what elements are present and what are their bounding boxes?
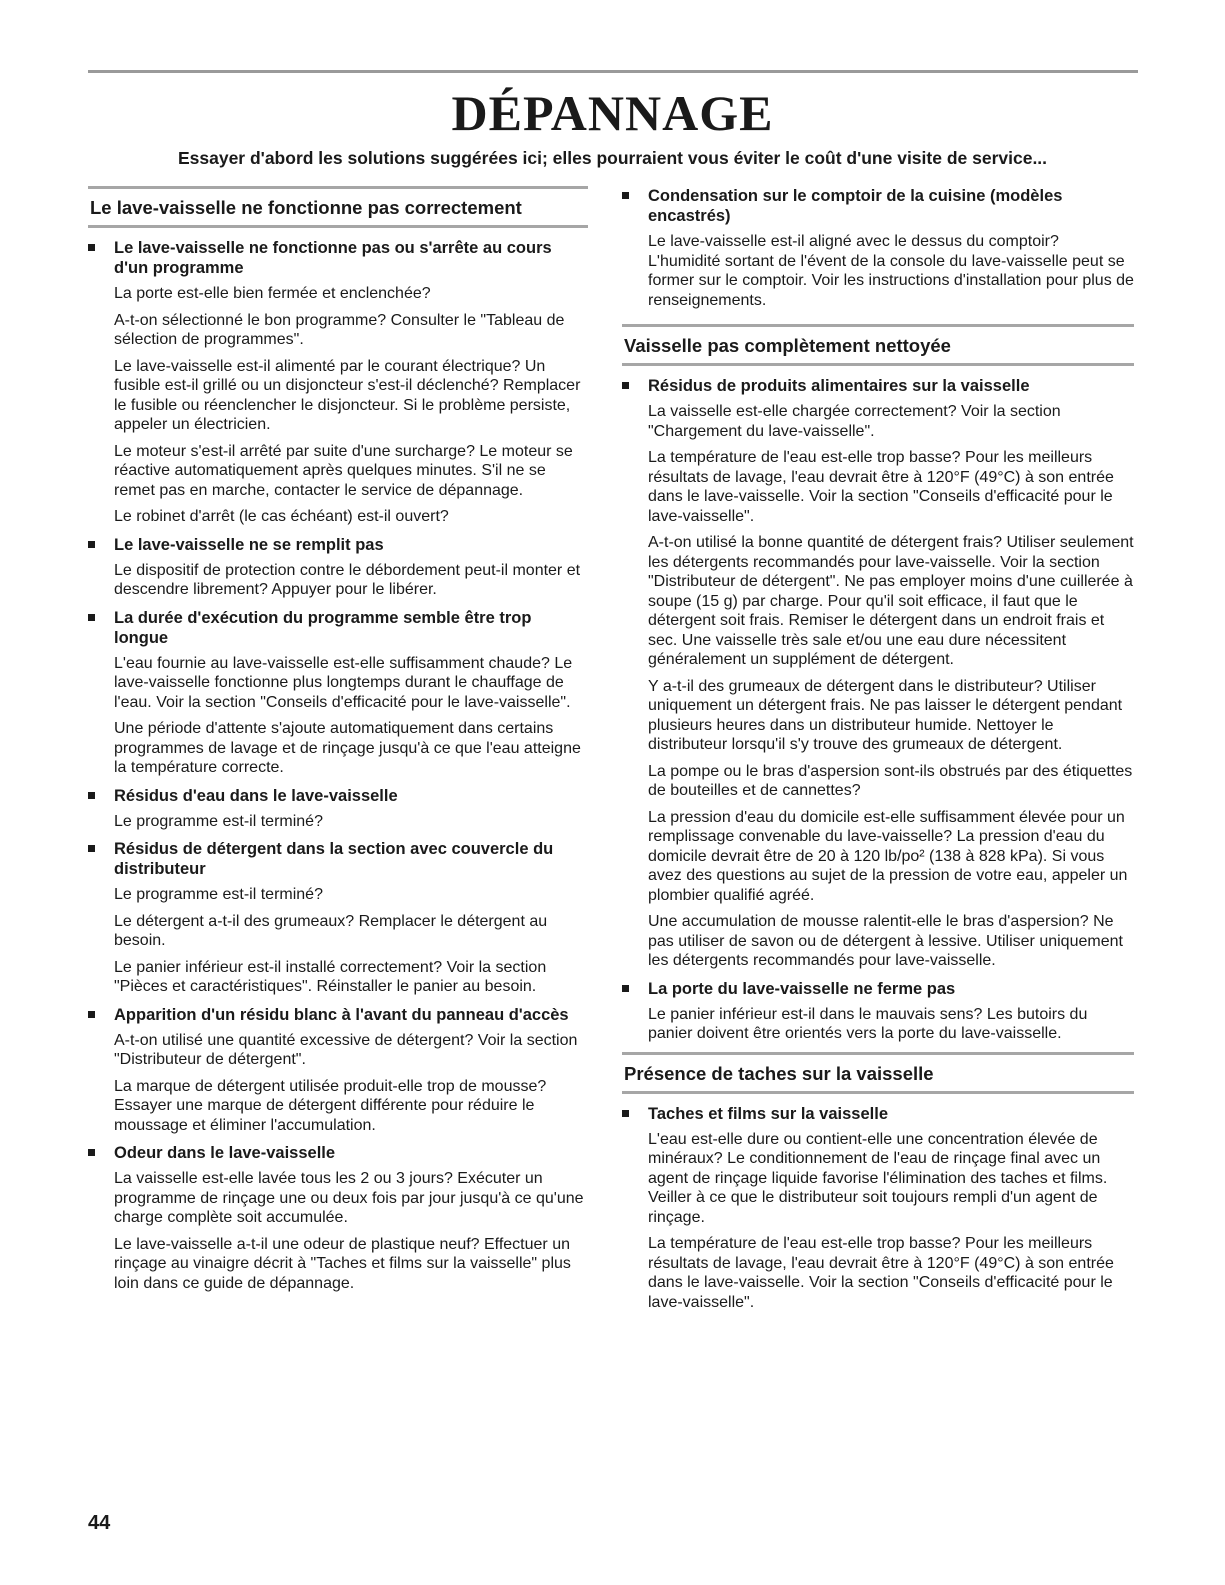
troubleshooting-item [88, 839, 588, 997]
bullet-square-icon [622, 1110, 629, 1117]
item-title-text: Le lave-vaisselle ne se remplit pas [114, 535, 384, 554]
item-paragraph: Une période d'attente s'ajoute automatiquement dans certains programmes de lavage et de rinçage jusqu'à ce que l'eau atteigne la température correcte. [114, 720, 581, 776]
item-paragraph: Le lave-vaisselle est-il alimenté par le courant électrique? Un fusible est-il grillé ou un disjoncteur s'est-il déclenché? Remplacer le fusible ou réenclencher le disjoncteur. Si le problème persiste, appeler un électricien. [114, 357, 581, 433]
item-title-text: Résidus d'eau dans le lave-vaisselle [114, 786, 398, 805]
item-paragraph: Le panier inférieur est-il installé correctement? Voir la section "Pièces et caractéristiques". Réinstaller le panier au besoin. [114, 958, 547, 995]
item-title [622, 1104, 1134, 1124]
item-paragraph: Le moteur s'est-il arrêté par suite d'une surcharge? Le moteur se réactive automatiquement après quelques minutes. S'il ne se remet pas en marche, contacter le service de dépannage. [114, 442, 573, 499]
item-title [88, 839, 588, 879]
section-heading: Le lave-vaisselle ne fonctionne pas correctement [90, 197, 522, 218]
item-paragraph: Le programme est-il terminé? [114, 886, 323, 903]
item-title-text: Résidus de détergent dans la section avec couvercle du distributeur [114, 840, 554, 878]
section-heading: Présence de taches sur la vaisselle [624, 1062, 934, 1084]
section-heading: Vaisselle pas complètement nettoyée [624, 335, 951, 356]
item-paragraph: La vaisselle est-elle chargée correctement? Voir la section "Chargement du lave-vaisselle". [648, 403, 1061, 440]
item-paragraph: La vaisselle est-elle lavée tous les 2 ou 3 jours? Exécuter un programme de rinçage une ou deux fois par jour jusqu'à ce qu'une charge complète soit accumulée. [114, 1170, 584, 1226]
troubleshooting-item [88, 238, 588, 527]
item-paragraph: Le robinet d'arrêt (le cas échéant) est-il ouvert? [114, 508, 449, 525]
bullet-square-icon [622, 985, 629, 992]
bullet-square-icon [622, 192, 629, 199]
item-title [88, 608, 588, 648]
item-paragraph: Le dispositif de protection contre le débordement peut-il monter et descendre librement? Appuyer pour le libérer. [114, 561, 581, 598]
item-title-text: Condensation sur le comptoir de la cuisine (modèles encastrés) [648, 187, 1063, 225]
item-paragraph: La pompe ou le bras d'aspersion sont-ils obstrués par des étiquettes de bouteilles et de cannettes? [648, 762, 1133, 799]
section-header [88, 186, 588, 228]
item-title [88, 535, 588, 555]
bullet-square-icon [88, 845, 95, 852]
section-header [622, 324, 1134, 366]
item-title [88, 1005, 588, 1025]
bullet-square-icon [88, 244, 95, 251]
troubleshooting-item [622, 1104, 1134, 1313]
bullet-square-icon [88, 1011, 95, 1018]
item-paragraph: Le lave-vaisselle est-il aligné avec le dessus du comptoir? L'humidité sortant de l'évent de la console du lave-vaisselle peut se former sur le comptoir. Voir les instructions d'installation pour plus de renseignements. [648, 233, 1134, 309]
item-paragraph: La porte est-elle bien fermée et enclenchée? [114, 285, 431, 302]
bullet-square-icon [88, 1149, 95, 1156]
item-paragraph: Le détergent a-t-il des grumeaux? Remplacer le détergent au besoin. [114, 912, 548, 949]
troubleshooting-item [88, 1143, 588, 1293]
troubleshooting-item [88, 1005, 588, 1136]
item-paragraph: Le programme est-il terminé? [114, 812, 323, 830]
item-title-text: Taches et films sur la vaisselle [648, 1104, 888, 1123]
item-paragraph: L'eau fournie au lave-vaisselle est-elle suffisamment chaude? Le lave-vaisselle fonctionne plus longtemps durant le chauffage de l'eau. Voir la section "Conseils d'efficacité pour le lave-vaisselle". [114, 654, 573, 711]
item-title [88, 238, 588, 278]
item-paragraph: A-t-on utilisé la bonne quantité de détergent frais? Utiliser seulement les détergents recommandés pour lave-vaisselle. Voir la section "Distributeur de détergent". Ne pas employer moins d'une cuillerée à soupe (15 g) par charge. Pour qu'il soit efficace, il faut que le détergent soit frais. Remiser le détergent dans un endroit frais et sec. Une vaisselle très sale et/ou une eau dure nécessitent généralement un supplément de détergent. [648, 534, 1134, 668]
bullet-square-icon [88, 792, 95, 799]
section-items [622, 376, 1134, 1044]
bullet-square-icon [622, 382, 629, 389]
troubleshooting-item [622, 979, 1134, 1044]
item-title [88, 1143, 588, 1163]
item-paragraph: Y a-t-il des grumeaux de détergent dans le distributeur? Utiliser uniquement un détergent frais. Ne pas laisser le détergent pendant plusieurs heures dans un distributeur humide. Nettoyer le distributeur lorsqu'il s'y trouve des grumeaux de détergent. [648, 677, 1123, 753]
troubleshooting-item [88, 786, 588, 832]
item-paragraph: Le lave-vaisselle a-t-il une odeur de plastique neuf? Effectuer un rinçage au vinaigre décrit à "Taches et films sur la vaisselle" plus loin dans ce guide de dépannage. [114, 1235, 571, 1292]
left-items [88, 238, 588, 1293]
item-paragraph: La température de l'eau est-elle trop basse? Pour les meilleurs résultats de lavage, l'eau devrait être à 120°F (49°C) à son entrée dans le lave-vaisselle. Voir la section "Conseils d'efficacité pour le lave-vaisselle". [648, 1235, 1114, 1311]
item-title-text: Odeur dans le lave-vaisselle [114, 1144, 336, 1162]
page-number: 44 [88, 1512, 111, 1534]
page-subtitle: Essayer d'abord les solutions suggérées ici; elles pourraient vous éviter le coût d'une visite de service... [177, 148, 1048, 168]
section-header [622, 1052, 1134, 1094]
top-rule [88, 70, 1138, 73]
bullet-square-icon [88, 614, 95, 621]
item-title-text: La porte du lave-vaisselle ne ferme pas [648, 979, 956, 998]
item-title-text: Apparition d'un résidu blanc à l'avant du panneau d'accès [114, 1005, 569, 1024]
troubleshooting-item [88, 535, 588, 600]
item-title-text: Le lave-vaisselle ne fonctionne pas ou s'arrête au cours d'un programme [114, 239, 552, 277]
troubleshooting-item [622, 186, 1134, 310]
item-paragraph: Le panier inférieur est-il dans le mauvais sens? Les butoirs du panier doivent être orientés vers la porte du lave-vaisselle. [648, 1005, 1088, 1042]
item-paragraph: La marque de détergent utilisée produit-elle trop de mousse? Essayer une marque de détergent différente pour réduire le moussage et éliminer l'accumulation. [114, 1077, 547, 1134]
item-paragraph: La température de l'eau est-elle trop basse? Pour les meilleurs résultats de lavage, l'eau devrait être à 120°F (49°C) à son entrée dans le lave-vaisselle. Voir la section "Conseils d'efficacité pour le lave-vaisselle". [648, 449, 1114, 525]
right-column [622, 186, 1134, 1320]
item-paragraph: Une accumulation de mousse ralentit-elle le bras d'aspersion? Ne pas utiliser de savon ou de détergent à lessive. Utiliser uniquement les détergents recommandés pour lave-vaisselle. [648, 913, 1123, 969]
item-title-text: Résidus de produits alimentaires sur la vaisselle [648, 377, 1030, 395]
item-title-text: La durée d'exécution du programme semble être trop longue [114, 608, 532, 647]
item-paragraph: L'eau est-elle dure ou contient-elle une concentration élevée de minéraux? Le conditionnement de l'eau de rinçage final avec un agent de rinçage liquide favorise l'élimination des taches et films. Veiller à ce que le distributeur soit toujours rempli d'un agent de rinçage. [648, 1130, 1108, 1226]
item-title [622, 376, 1134, 396]
item-title [622, 979, 1134, 999]
right-top-item [622, 186, 1134, 310]
page-title: DÉPANNAGE [451, 85, 774, 141]
bullet-square-icon [88, 541, 95, 548]
item-paragraph: La pression d'eau du domicile est-elle suffisamment élevée pour un remplissage convenable du lave-vaisselle? La pression d'eau du domicile devrait être de 20 à 120 lb/po² (138 à 828 kPa). Si vous avez des questions au sujet de la pression de votre eau, appeler un plombier qualifié agréé. [648, 808, 1128, 904]
item-title [88, 786, 588, 806]
section-items [622, 1104, 1134, 1313]
troubleshooting-item [88, 608, 588, 778]
left-column [88, 186, 588, 1301]
item-title [622, 186, 1134, 226]
item-paragraph: A-t-on sélectionné le bon programme? Consulter le "Tableau de sélection de programmes". [114, 311, 565, 348]
item-paragraph: A-t-on utilisé une quantité excessive de détergent? Voir la section "Distributeur de détergent". [114, 1031, 578, 1068]
troubleshooting-item [622, 376, 1134, 971]
